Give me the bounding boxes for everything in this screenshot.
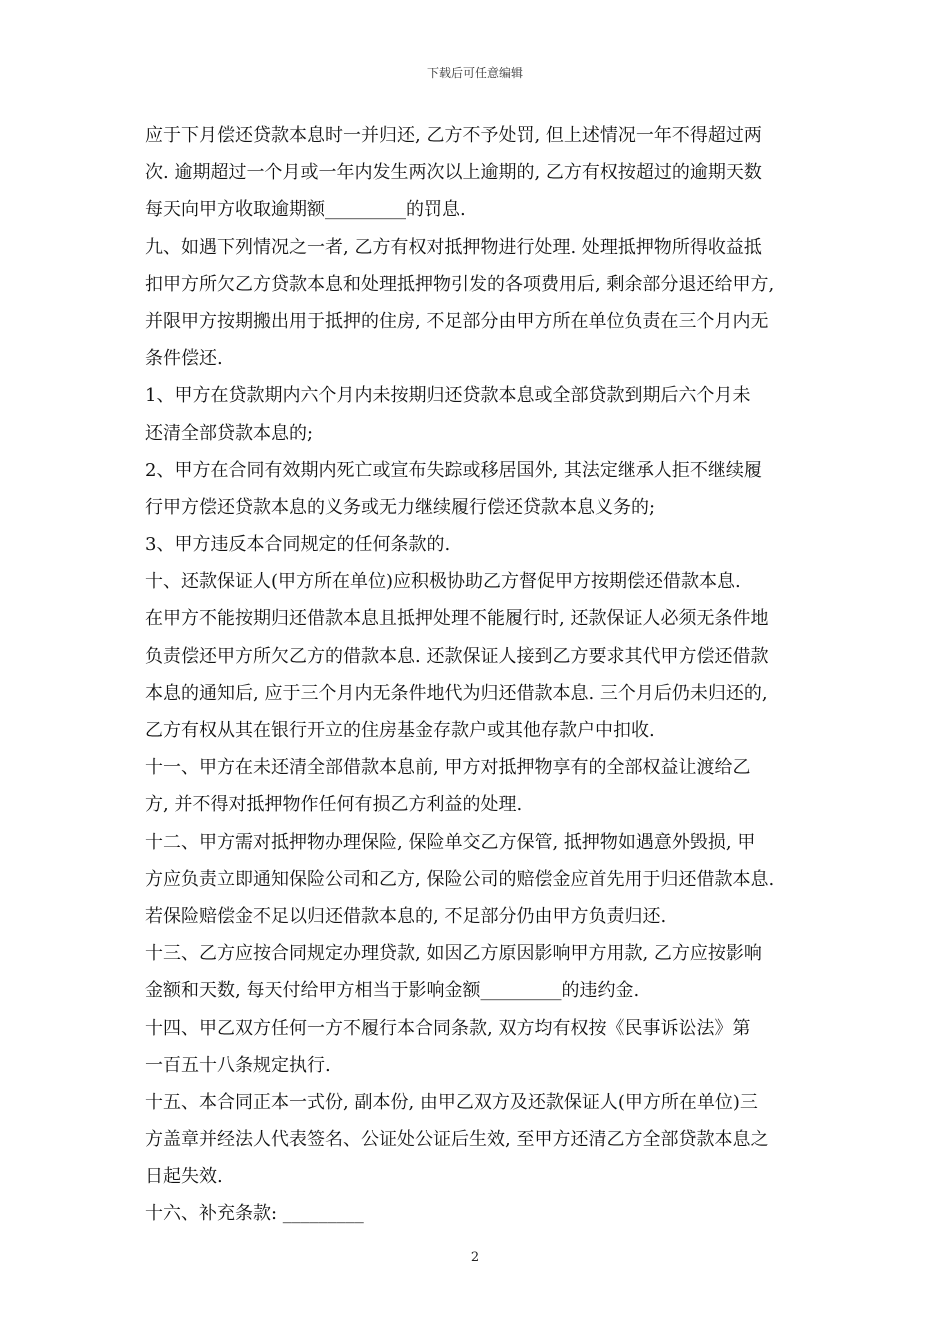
text-line: 每天向甲方收取逾期额_________的罚息. <box>145 199 466 221</box>
page-header: 下载后可任意编辑 <box>426 66 523 80</box>
text-line: 方, 并不得对抵押物作任何有损乙方利益的处理. <box>145 794 523 816</box>
text-line: 3、甲方违反本合同规定的任何条款的. <box>145 534 451 556</box>
text-line: 十六、补充条款: _________ <box>145 1203 364 1225</box>
text-line: 行甲方偿还贷款本息的义务或无力继续履行偿还贷款本息义务的; <box>145 496 656 518</box>
text-line: 若保险赔偿金不足以归还借款本息的, 不足部分仍由甲方负责归还. <box>145 905 667 927</box>
contract-body <box>145 117 810 1233</box>
text-line: 十一、甲方在未还清全部借款本息前, 甲方对抵押物享有的全部权益让渡给乙 <box>145 757 751 779</box>
text-line: 在甲方不能按期归还借款本息且抵押处理不能履行时, 还款保证人必须无条件地 <box>145 608 769 630</box>
text-line: 一百五十八条规定执行. <box>145 1054 331 1076</box>
text-line: 还清全部贷款本息的; <box>145 422 314 444</box>
text-line: 2、甲方在合同有效期内死亡或宣布失踪或移居国外, 其法定继承人拒不继续履 <box>145 459 762 481</box>
text-line: 扣甲方所欠乙方贷款本息和处理抵押物引发的各项费用后, 剩余部分退还给甲方, <box>145 273 775 295</box>
text-line: 负责偿还甲方所欠乙方的借款本息. 还款保证人接到乙方要求其代甲方偿还借款 <box>145 645 769 667</box>
text-line: 方盖章并经法人代表签名、公证处公证后生效, 至甲方还清乙方全部贷款本息之 <box>145 1129 769 1151</box>
text-line: 本息的通知后, 应于三个月内无条件地代为归还借款本息. 三个月后仍未归还的, <box>145 682 768 704</box>
text-line: 十三、乙方应按合同规定办理贷款, 如因乙方原因影响甲方用款, 乙方应按影响 <box>145 943 762 965</box>
text-line: 1、甲方在贷款期内六个月内未按期归还贷款本息或全部贷款到期后六个月未 <box>145 385 751 407</box>
text-line: 乙方有权从其在银行开立的住房基金存款户或其他存款户中扣收. <box>145 720 655 741</box>
text-line: 并限甲方按期搬出用于抵押的住房, 不足部分由甲方所在单位负责在三个月内无 <box>145 310 769 332</box>
text-line: 方应负责立即通知保险公司和乙方, 保险公司的赔偿金应首先用于归还借款本息. <box>145 868 775 890</box>
text-line: 金额和天数, 每天付给甲方相当于影响金额_________的违约金. <box>145 980 640 1002</box>
text-line: 十五、本合同正本一式份, 副本份, 由甲乙双方及还款保证人(甲方所在单位)三 <box>145 1091 758 1113</box>
page-number: 2 <box>470 1250 480 1265</box>
text-line: 十二、甲方需对抵押物办理保险, 保险单交乙方保管, 抵押物如遇意外毁损, 甲 <box>145 831 756 853</box>
text-line: 九、如遇下列情况之一者, 乙方有权对抵押物进行处理. 处理抵押物所得收益抵 <box>145 236 762 258</box>
text-line: 条件偿还. <box>145 348 223 370</box>
text-line: 十、还款保证人(甲方所在单位)应积极协助乙方督促甲方按期偿还借款本息. <box>145 571 741 593</box>
text-line: 日起失效. <box>145 1166 223 1188</box>
text-line: 次. 逾期超过一个月或一年内发生两次以上逾期的, 乙方有权按超过的逾期天数 <box>145 162 762 184</box>
text-line: 十四、甲乙双方任何一方不履行本合同条款, 双方均有权按《民事诉讼法》第 <box>145 1017 751 1039</box>
text-line: 应于下月偿还贷款本息时一并归还, 乙方不予处罚, 但上述情况一年不得超过两 <box>145 125 762 146</box>
